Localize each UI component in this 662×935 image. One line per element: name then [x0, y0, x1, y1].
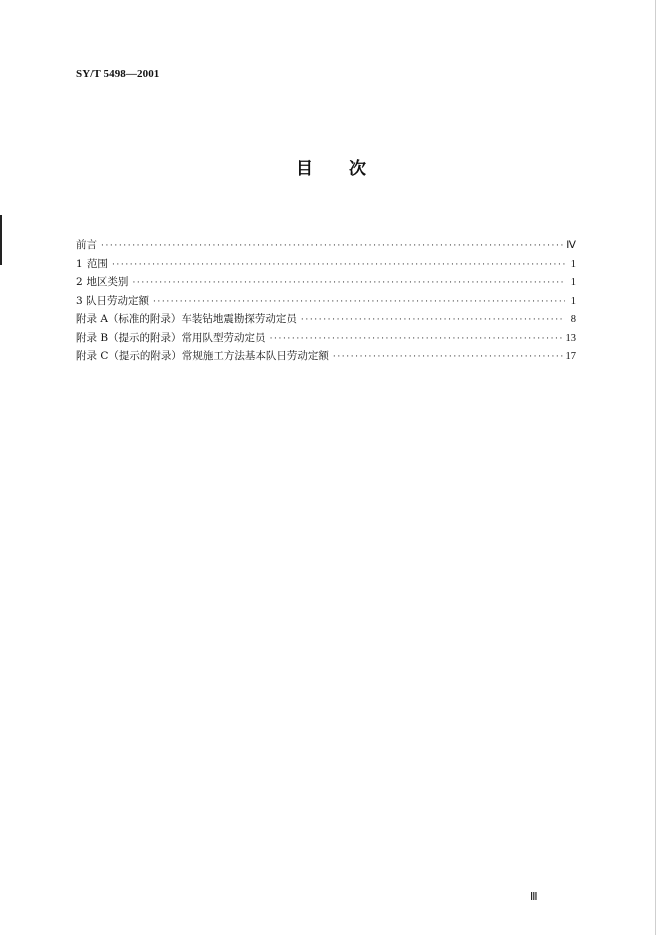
- toc-label: 队日劳动定额: [85, 294, 149, 307]
- page-title: [0, 154, 662, 179]
- toc-leader: [270, 330, 563, 349]
- toc-page-number: Ⅳ: [566, 240, 576, 251]
- toc-leader: [112, 256, 565, 275]
- toc-leader: [132, 274, 565, 293]
- toc-label: 车装钻地震勘探劳动定员: [181, 313, 297, 325]
- toc-section-number: 3: [76, 294, 83, 307]
- right-scan-edge: [655, 0, 656, 935]
- title-char-1: 目: [296, 159, 313, 179]
- toc-page-number: 1: [570, 277, 576, 288]
- toc-page-number: 13: [565, 332, 576, 344]
- toc-appendix-prefix: 附录 B（提示的附录）: [76, 331, 182, 344]
- toc-entry-appendix-b[interactable]: [76, 329, 576, 348]
- toc-page-number: 1: [570, 258, 576, 270]
- toc-entry-appendix-c[interactable]: [76, 347, 576, 366]
- toc-label: 范围: [86, 257, 108, 270]
- toc-leader: [301, 311, 565, 330]
- toc-leader: [333, 348, 563, 367]
- toc-entry-region-category[interactable]: [76, 273, 576, 292]
- title-char-2: 次: [349, 159, 366, 179]
- toc-appendix-prefix: 附录 C（提示的附录）: [76, 350, 182, 362]
- table-of-contents: [76, 236, 576, 366]
- left-scan-edge: [0, 215, 2, 265]
- toc-label: 前言: [76, 239, 97, 251]
- toc-entry-appendix-a[interactable]: [76, 310, 576, 329]
- toc-entry-scope[interactable]: [76, 255, 576, 274]
- standard-number: SY/T 5498—2001: [76, 68, 160, 80]
- toc-label: 常规施工方法基本队日劳动定额: [181, 350, 329, 362]
- toc-page-number: 17: [565, 351, 576, 362]
- toc-appendix-prefix: 附录 A（标准的附录）: [76, 313, 182, 325]
- toc-label: 地区类别: [86, 276, 129, 288]
- footer-page-number: Ⅲ: [530, 891, 538, 903]
- toc-page-number: 8: [570, 314, 576, 325]
- toc-leader: [101, 237, 563, 256]
- toc-label: 常用队型劳动定员: [181, 331, 266, 344]
- toc-entry-labor-quota[interactable]: [76, 292, 576, 311]
- toc-section-number: 2: [76, 276, 83, 288]
- toc-leader: [153, 293, 565, 312]
- toc-section-number: 1: [76, 257, 83, 270]
- toc-page-number: 1: [570, 295, 576, 307]
- toc-entry-foreword[interactable]: [76, 236, 576, 255]
